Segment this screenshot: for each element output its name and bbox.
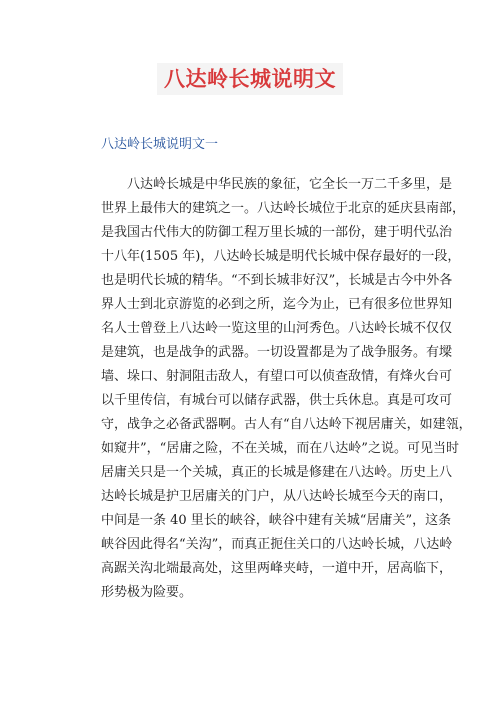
body-line: 墙、垛口、射洞阻击敌人，有望口可以侦查敌情，有烽火台可: [101, 369, 453, 384]
body-line: 居庸关只是一个关城，真正的长城是修建在八达岭。历史上八: [101, 465, 453, 480]
body-line: 是我国古代伟大的防御工程万里长城的一部份，建于明代弘治: [101, 225, 453, 240]
body-line: 世界上最伟大的建筑之一。八达岭长城位于北京的延庆县南部，: [101, 201, 466, 216]
body-line: 十八年(1505 年)，八达岭长城是明代长城中保存最好的一段，: [101, 249, 461, 264]
body-line: 界人士到北京游览的必到之所，迄今为止，已有很多位世界知: [101, 297, 453, 312]
body-line: 守，战争之必备武器啊。古人有“自八达岭下视居庸关，如建瓴，: [101, 417, 472, 432]
body-text: [101, 173, 472, 605]
document-title: 八达岭长城说明文: [164, 67, 336, 91]
body-line: 是建筑，也是战争的武器。一切设置都是为了战争服务。有墚: [101, 345, 453, 360]
body-line: 形势极为险要。: [101, 585, 193, 600]
body-line: 中间是一条 40 里长的峡谷，峡谷中建有关城“居庸关”，这条: [101, 513, 452, 528]
body-line: 峡谷因此得名“关沟”，而真正扼住关口的八达岭长城，八达岭: [101, 537, 453, 552]
body-line: 名人士曾登上八达岭一览这里的山河秀色。八达岭长城不仅仅: [101, 321, 453, 336]
body-line: 达岭长城是护卫居庸关的门户，从八达岭长城至今天的南口，: [101, 489, 453, 504]
body-line: 高踞关沟北端最高处，这里两峰夹峙，一道中开，居高临下，: [101, 561, 453, 576]
body-line: 如窥井”，“居庸之险，不在关城，而在八达岭”之说。可见当时: [101, 441, 459, 456]
body-line: 也是明代长城的精华。“不到长城非好汉”，长城是古今中外各: [101, 273, 453, 288]
section-heading: 八达岭长城说明文一: [101, 137, 219, 152]
body-line: 八达岭长城是中华民族的象征，它全长一万二千多里，是: [101, 177, 453, 192]
body-line: 以千里传信，有城台可以储存武器，供士兵休息。真是可攻可: [101, 393, 453, 408]
